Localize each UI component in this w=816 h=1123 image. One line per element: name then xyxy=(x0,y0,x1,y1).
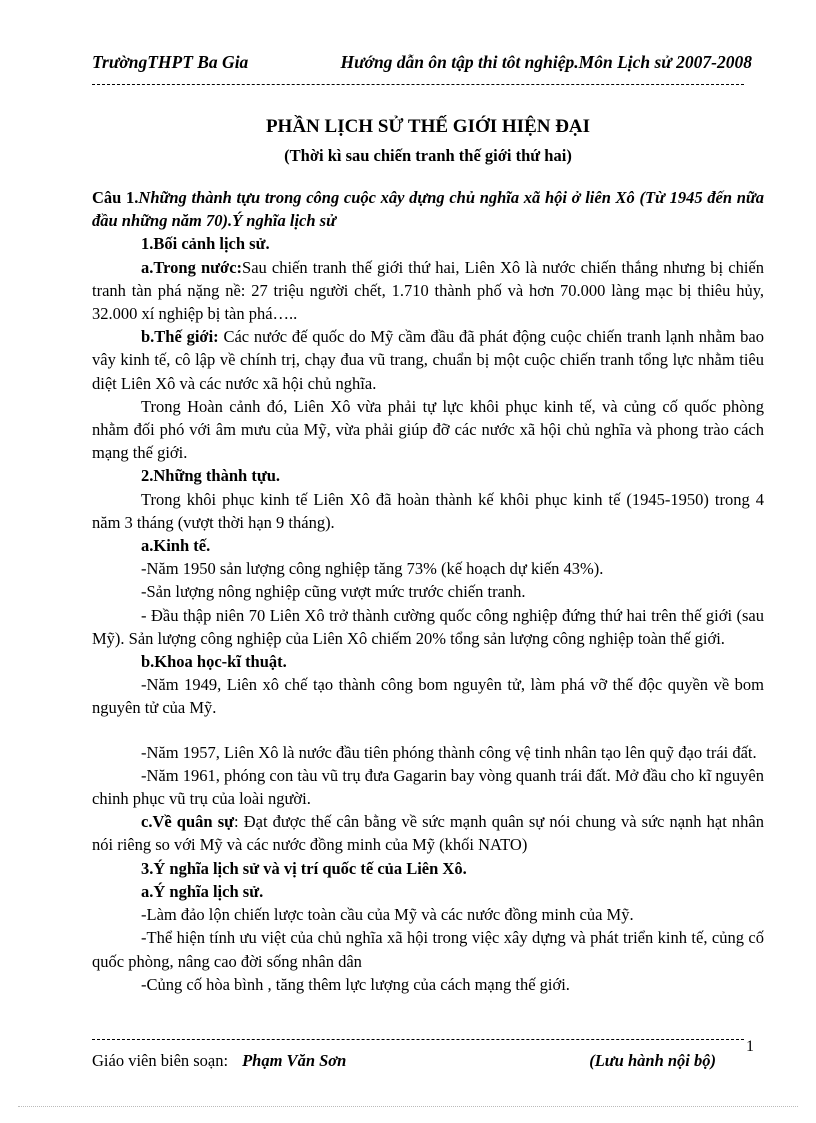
page-subtitle: (Thời kì sau chiến tranh thế giới thứ hai) xyxy=(284,146,572,165)
section-3-heading: 3.Ý nghĩa lịch sử và vị trí quốc tế của Liên Xô. xyxy=(141,858,467,878)
footer-divider xyxy=(92,1039,744,1040)
section-2-heading: 2.Những thành tựu. xyxy=(141,466,281,486)
footer-label: Giáo viên biên soạn: xyxy=(92,1051,229,1070)
section-2b-item-1: -Năm 1949, Liên xô chế tạo thành công bom nguyên tử, làm phá vỡ thế độc quyền về bom nguyên tử của Mỹ. xyxy=(92,675,764,718)
section-1b xyxy=(92,325,764,395)
section-3a-item-1: -Làm đảo lộn chiến lược toàn cầu của Mỹ và các nước đồng minh của Mỹ. xyxy=(141,905,634,925)
section-3a-item-2: -Thể hiện tính ưu việt của chủ nghĩa xã hội trong việc xây dựng và phát triển kinh tế, củng cố quốc phòng, nâng cao đời sống nhân dân xyxy=(92,928,764,971)
footer-note: (Lưu hành nội bộ) xyxy=(589,1051,716,1070)
section-2b-heading: b.Khoa học-kĩ thuật. xyxy=(141,652,287,672)
section-2a-item-1: -Năm 1950 sản lượng công nghiệp tăng 73% (kế hoạch dự kiến 43%). xyxy=(141,559,604,579)
section-1b-text: Các nước đế quốc do Mỹ cầm đầu đã phát động cuộc chiến tranh lạnh nhằm bao vây kinh tế, cô lập về chính trị, chạy đua vũ trang, chuẩn bị một cuộc chiến tranh tổng lực nhằm tiêu diệt Liên Xô và các nước xã hội chủ nghĩa. xyxy=(92,327,765,393)
footer-author: Phạm Văn Sơn xyxy=(242,1051,347,1070)
section-2c xyxy=(92,810,764,856)
question-1 xyxy=(92,186,764,232)
section-2c-label: c.Về quân sự xyxy=(141,812,235,832)
page-number: 1 xyxy=(746,1038,754,1055)
section-1-paragraph: Trong Hoàn cảnh đó, Liên Xô vừa phải tự lực khôi phục kinh tế, và củng cố quốc phòng nhằm đối phó với âm mưu của Mỹ, vừa phải giúp đỡ các nước xã hội chủ nghĩa và phong trào cách mạng thế giới. xyxy=(92,396,764,463)
section-3a-item-3: -Củng cố hòa bình , tăng thêm lực lượng của cách mạng thế giới. xyxy=(141,974,570,994)
header-divider xyxy=(92,84,744,85)
footer-left xyxy=(92,1051,346,1071)
section-2a-item-2: -Sản lượng nông nghiệp cũng vượt mức trước chiến tranh. xyxy=(141,582,526,602)
section-2b-item-2: -Năm 1957, Liên Xô là nước đầu tiên phóng thành công vệ tinh nhân tạo lên quỹ đạo trái đất. xyxy=(141,742,757,762)
page-footer xyxy=(92,1051,716,1071)
page-edge-line xyxy=(18,1106,798,1107)
section-2-intro: Trong khôi phục kinh tế Liên Xô đã hoàn thành kế khôi phục kinh tế (1945-1950) trong 4 năm 3 tháng (vượt thời hạn 9 tháng). xyxy=(92,489,764,532)
section-2b-item-3: -Năm 1961, phóng con tàu vũ trụ đưa Gagarin bay vòng quanh trái đất. Mở đầu cho kĩ nguyên chinh phục vũ trụ của loài người. xyxy=(92,765,764,809)
question-text: Những thành tựu trong công cuộc xây dựng chủ nghĩa xã hội ở liên Xô (Từ 1945 đến nữa đầu những năm 70).Ý nghĩa lịch sử xyxy=(92,188,765,231)
section-1a-label: a.Trong nước: xyxy=(141,257,243,277)
section-2a-item-3: - Đầu thập niên 70 Liên Xô trở thành cường quốc công nghiệp đứng thứ hai trên thế giới (sau Mỹ). Sản lượng công nghiệp của Liên Xô chiếm 20% tổng sản lượng công nghiệp toàn thế giới. xyxy=(92,605,764,648)
section-3a-heading: a.Ý nghĩa lịch sử. xyxy=(141,881,264,901)
document-body xyxy=(92,186,764,996)
section-1a xyxy=(92,256,764,326)
section-1a-text: Sau chiến tranh thế giới thứ hai, Liên Xô là nước chiến thắng nhưng bị chiến tranh tàn phá nặng nề: 27 triệu người chết, 1.710 thành phố và hơn 70.000 làng mạc bị thiêu hủy, 32.000 xí nghiệp bị tàn phá….. xyxy=(92,257,764,324)
section-2c-text: : Đạt được thế cân bằng về sức mạnh quân sự nói chung và sức nạnh hạt nhân nói riêng so với Mỹ và các nước đồng minh của Mỹ (khối NATO) xyxy=(92,812,764,855)
page-header xyxy=(92,52,752,73)
question-label: Câu 1. xyxy=(92,188,139,207)
section-1b-label: b.Thế giới: xyxy=(141,327,219,347)
section-2a-heading: a.Kinh tế. xyxy=(141,536,211,556)
header-course: Hướng dẫn ôn tập thi tôt nghiệp.Môn Lịch sử 2007-2008 xyxy=(340,52,752,72)
header-school: TrườngTHPT Ba Gia xyxy=(92,52,249,72)
section-1-heading: 1.Bối cảnh lịch sử. xyxy=(141,234,270,254)
page-title: PHẦN LỊCH SỬ THẾ GIỚI HIỆN ĐẠI xyxy=(265,116,591,137)
blank-line xyxy=(92,720,764,741)
